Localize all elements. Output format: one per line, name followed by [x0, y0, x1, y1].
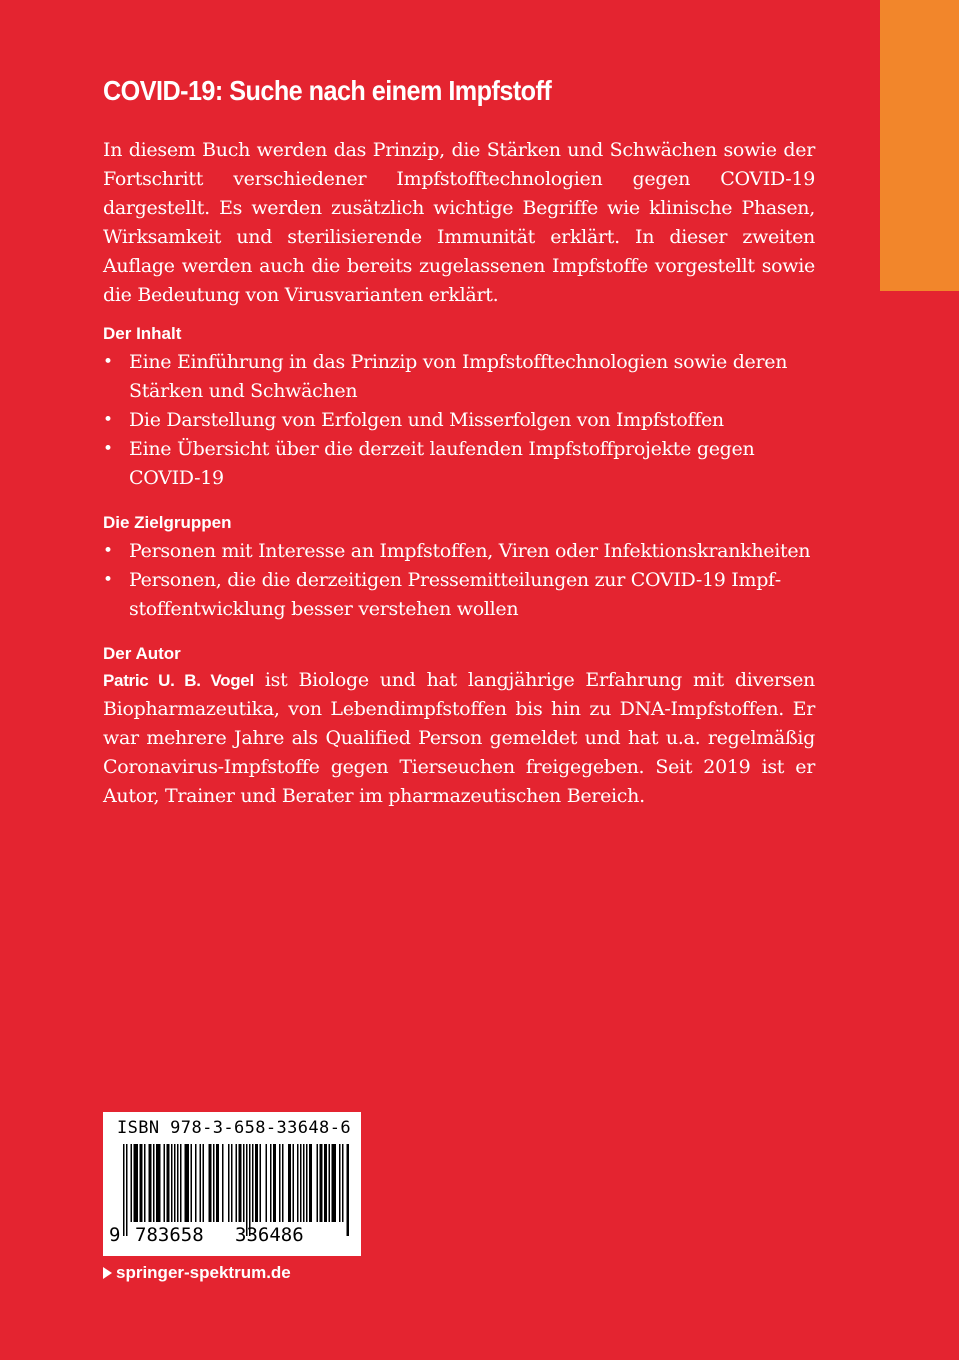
barcode-bar: [174, 1144, 176, 1222]
section-zielgruppen: [103, 511, 815, 624]
book-title: COVID-19: Suche nach einem Impfstoff: [103, 75, 552, 106]
intro-paragraph: In diesem Buch werden das Prinzip, die Stärken und Schwächen sowie der Fortschritt verschiedener Impfstofftechnologien gegen COVID-19 dargestellt. Es werden zusätzlich wichtige Begriffe wie klinische Phasen, Wirksamkeit und sterilisierende Immunität erklärt. In dieser zweiten Auflage werden auch die bereits zugelassenen Impfstoffe vorgestellt sowie die Bedeutung von Virusvarianten erklärt.: [103, 139, 815, 306]
barcode-bar: [306, 1144, 308, 1222]
author-bio: ist Biologe und hat langjährige Erfahrung mit diversen Biopharmazeutika, von Lebendimpfstoffen bis hin zu DNA-Impfstoffen. Er war mehrere Jahre als Qualified Person gemeldet und hat u.a. regelmäßig Coronavirus-Impfstoffe gegen Tierseuchen freigegeben. Seit 2019 ist er Autor, Trainer und Berater im pharmazeutischen Bereich.: [103, 669, 815, 807]
barcode-bar: [329, 1144, 331, 1222]
barcode-bar: [236, 1144, 238, 1222]
barcode-bar: [279, 1144, 281, 1222]
publisher-url: springer-spektrum.de: [116, 1263, 291, 1282]
list-item: • Eine Einführung in das Prinzip von Impfstofftechnologien sowie deren Stärken und Schwächen: [103, 348, 815, 406]
barcode-bar: [185, 1144, 190, 1222]
barcode-bar: [332, 1144, 337, 1222]
section-autor: [103, 642, 815, 811]
bullet-icon: •: [103, 439, 113, 459]
barcode-bar: [243, 1144, 245, 1222]
barcode-bar: [342, 1144, 344, 1222]
back-cover-content: [103, 72, 815, 811]
barcode-bar: [288, 1144, 291, 1222]
barcode-first-digit: 9: [109, 1224, 121, 1246]
barcode-bar: [213, 1144, 215, 1222]
author-name: Patric U. B. Vogel: [103, 671, 254, 690]
zielgruppen-heading: Die Zielgruppen: [103, 513, 232, 532]
barcode-bar: [203, 1144, 205, 1222]
barcode-bar: [273, 1144, 276, 1222]
inhalt-heading: Der Inhalt: [103, 324, 182, 343]
barcode-bar: [177, 1144, 179, 1222]
barcode-bar: [167, 1144, 170, 1222]
list-item: • Personen mit Interesse an Impfstoffen, Viren oder Infektionskrankheiten: [103, 537, 815, 566]
barcode-bar: [153, 1144, 155, 1222]
barcode-bar: [347, 1144, 350, 1236]
barcode-bar: [249, 1144, 251, 1236]
list-item: • Personen, die die derzeitigen Pressemitteilungen zur COVID-19 Impfstoffentwicklung besser verstehen wollen: [103, 566, 815, 624]
barcode-bar: [144, 1144, 146, 1222]
isbn-barcode: [103, 1112, 361, 1256]
barcode-bar: [293, 1144, 295, 1222]
barcode-bar: [324, 1144, 327, 1222]
barcode-bar: [123, 1144, 125, 1236]
barcode-left-digits: 783658: [135, 1224, 204, 1246]
barcode-bar: [228, 1144, 230, 1222]
barcode-bar: [131, 1144, 133, 1222]
isbn-label: ISBN 978-3-658-33648-6: [117, 1118, 351, 1138]
barcode-bar: [149, 1144, 152, 1222]
orange-accent-tab: [880, 0, 959, 291]
barcode-bar: [134, 1144, 139, 1222]
author-paragraph: [103, 666, 815, 811]
barcode-bar: [252, 1144, 254, 1222]
barcode-bar: [222, 1144, 224, 1222]
barcode-right-digits: 336486: [235, 1224, 304, 1246]
list-item: • Eine Übersicht über die derzeit laufenden Impfstoffprojekte gegen COVID-19: [103, 435, 815, 493]
barcode-bar: [164, 1144, 166, 1222]
barcode-bar: [317, 1144, 319, 1222]
barcode-bar: [231, 1144, 233, 1222]
barcode-bar: [320, 1144, 323, 1222]
barcode-bar: [200, 1144, 202, 1222]
barcode-bar: [339, 1144, 341, 1222]
barcode-bar: [270, 1144, 272, 1222]
bullet-icon: •: [103, 541, 113, 561]
list-item: • Die Darstellung von Erfolgen und Misserfolgen von Impfstoffen: [103, 406, 815, 435]
publisher-link[interactable]: [103, 1263, 291, 1283]
barcode-bar: [216, 1144, 219, 1222]
barcode-bar: [180, 1144, 182, 1222]
barcode-bar: [300, 1144, 302, 1222]
autor-heading: Der Autor: [103, 644, 181, 663]
bullet-icon: •: [103, 570, 113, 590]
inhalt-list: [103, 348, 815, 493]
bullet-icon: •: [103, 410, 113, 430]
barcode-bar: [140, 1144, 143, 1222]
barcode-bar: [191, 1144, 193, 1222]
arrow-right-icon: [103, 1267, 112, 1279]
barcode-bar: [209, 1144, 212, 1222]
barcode-bar: [239, 1144, 242, 1222]
barcode-bar: [171, 1144, 173, 1222]
section-inhalt: [103, 322, 815, 493]
bullet-icon: •: [103, 352, 113, 372]
barcode-bar: [297, 1144, 299, 1222]
barcode-bar: [126, 1144, 128, 1236]
zielgruppen-list: [103, 537, 815, 624]
barcode-bars: [123, 1144, 349, 1236]
barcode-bar: [282, 1144, 284, 1222]
barcode-bar: [309, 1144, 312, 1222]
barcode-bar: [255, 1144, 258, 1222]
barcode-bar: [156, 1144, 161, 1222]
barcode-bar: [260, 1144, 262, 1222]
barcode-bar: [246, 1144, 248, 1236]
barcode-bar: [266, 1144, 268, 1222]
barcode-bar: [303, 1144, 305, 1222]
barcode-bar: [195, 1144, 197, 1222]
